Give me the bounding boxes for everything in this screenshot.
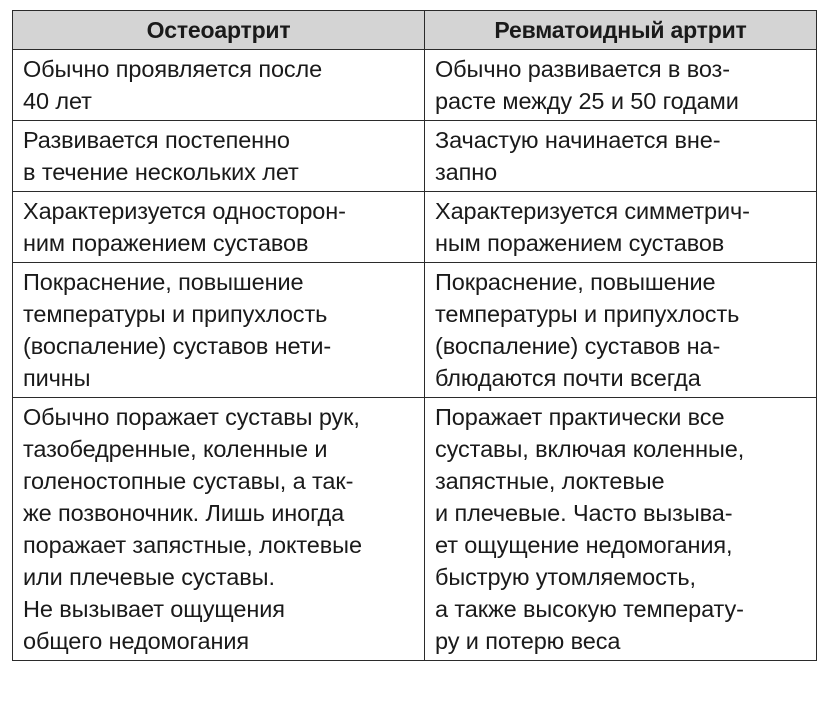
cell-text-line: температуры и припухлость [23,301,328,327]
cell-text-line: ным поражением суставов [435,230,725,256]
cell-osteoarthritis [13,121,425,192]
cell-text-line: в течение нескольких лет [23,159,299,185]
cell-text-line: или плечевые суставы. [23,564,275,590]
table-header-row [13,11,817,50]
cell-text-line: 40 лет [23,88,92,114]
cell-osteoarthritis [13,50,425,121]
cell-text-line: ру и потерю веса [435,628,621,654]
comparison-table [12,10,817,661]
cell-text-line: и плечевые. Часто вызыва- [435,500,733,526]
cell-text-line: а также высокую температу- [435,596,744,622]
cell-text-line: Покраснение, повышение [435,269,716,295]
table-row [13,263,817,398]
cell-text-line: температуры и припухлость [435,301,740,327]
cell-text-line: расте между 25 и 50 годами [435,88,739,114]
cell-rheumatoid-arthritis [425,192,817,263]
table-row [13,121,817,192]
cell-text-line: поражает запястные, локтевые [23,532,362,558]
cell-text-line: Обычно проявляется после [23,56,323,82]
cell-text-line: Развивается постепенно [23,127,290,153]
column-header-rheumatoid-arthritis: Ревматоидный артрит [425,11,817,50]
cell-text-line: общего недомогания [23,628,250,654]
cell-text-line: быструю утомляемость, [435,564,696,590]
cell-text-line: Обычно развивается в воз- [435,56,730,82]
cell-rheumatoid-arthritis [425,121,817,192]
comparison-document [12,10,816,696]
cell-text-line: Поражает практически все [435,404,725,430]
cell-text-line: запястные, локтевые [435,468,665,494]
cell-text-line: блюдаются почти всегда [435,365,701,391]
cell-text-line: пичны [23,365,91,391]
cell-text-line: Характеризуется односторон- [23,198,346,224]
cell-text-line: Характеризуется симметрич- [435,198,750,224]
cell-rheumatoid-arthritis [425,50,817,121]
cell-text-line: Не вызывает ощущения [23,596,285,622]
cell-text-line: ет ощущение недомогания, [435,532,733,558]
cell-osteoarthritis [13,263,425,398]
cell-rheumatoid-arthritis [425,398,817,661]
cell-text-line: тазобедренные, коленные и [23,436,328,462]
table-row [13,398,817,661]
table-row [13,192,817,263]
table-row [13,50,817,121]
cell-text-line: Покраснение, повышение [23,269,304,295]
cell-text-line: ним поражением суставов [23,230,309,256]
cell-rheumatoid-arthritis [425,263,817,398]
cell-text-line: Обычно поражает суставы рук, [23,404,360,430]
cell-osteoarthritis [13,398,425,661]
column-header-osteoarthritis: Остеоартрит [13,11,425,50]
cell-text-line: суставы, включая коленные, [435,436,745,462]
cell-osteoarthritis [13,192,425,263]
cell-text-line: запно [435,159,498,185]
cell-text-line: (воспаление) суставов нети- [23,333,332,359]
cell-text-line: голеностопные суставы, а так- [23,468,354,494]
cell-text-line: же позвоночник. Лишь иногда [23,500,345,526]
cell-text-line: (воспаление) суставов на- [435,333,721,359]
cell-text-line: Зачастую начинается вне- [435,127,721,153]
